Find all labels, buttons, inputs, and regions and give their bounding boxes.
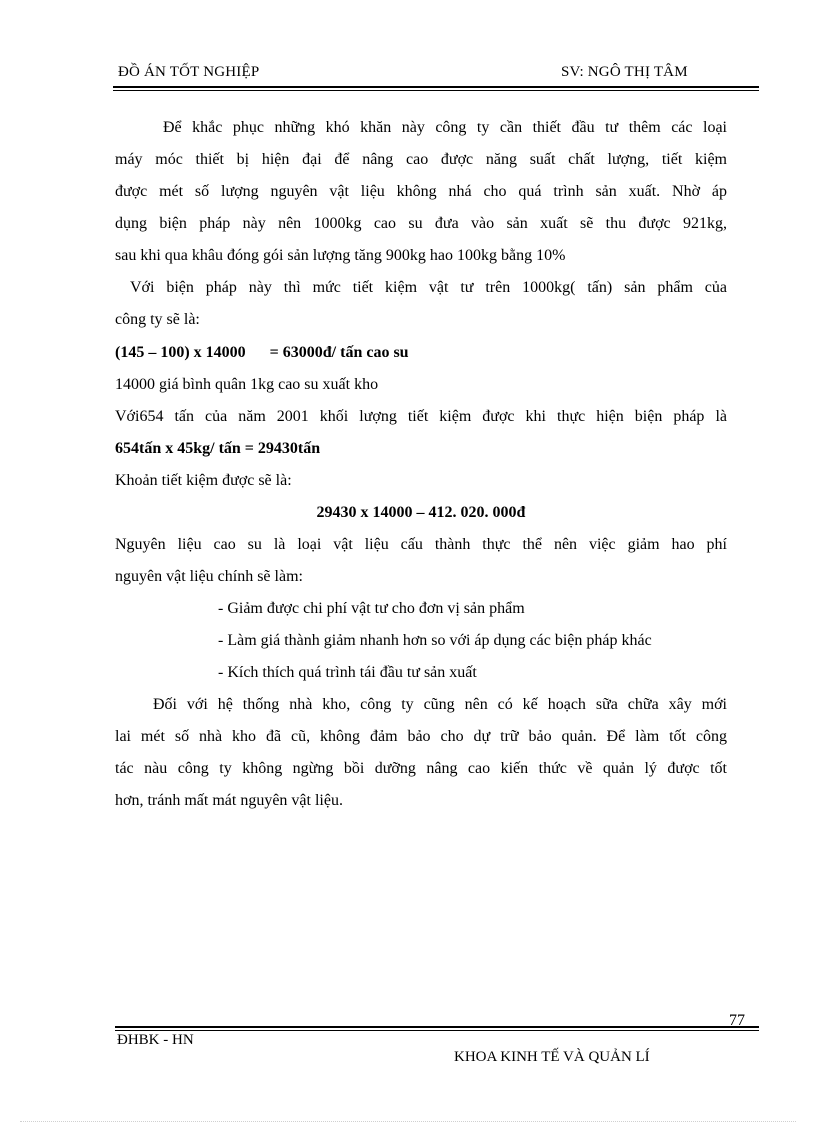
header-double-rule (113, 86, 759, 91)
page-number: 77 (729, 1012, 745, 1029)
formula-line-centered: 29430 x 14000 – 412. 020. 000đ (316, 504, 526, 521)
paragraph-line: được mét số lượng nguyên vật liệu không nhá cho quá trình sản xuất. Nhờ áp (115, 183, 727, 200)
paragraph-line: Với biện pháp này thì mức tiết kiệm vật tư trên 1000kg( tấn) sản phẩm của (130, 279, 727, 296)
paragraph-line: Để khắc phục những khó khăn này công ty cần thiết đầu tư thêm các loại (163, 119, 727, 136)
bullet-item: - Kích thích quá trình tái đầu tư sản xuất (218, 664, 477, 681)
paragraph-line: Với654 tấn của năm 2001 khối lượng tiết kiệm được khi thực hiện biện pháp là (115, 408, 727, 425)
paragraph-line: dụng biện pháp này nên 1000kg cao su đưa vào sản xuất sẽ thu được 921kg, (115, 215, 727, 232)
formula-line: 654tấn x 45kg/ tấn = 29430tấn (115, 440, 321, 457)
bullet-item: - Giảm được chi phí vật tư cho đơn vị sản phẩm (218, 600, 525, 617)
header-right-student: SV: NGÔ THỊ TÂM (561, 64, 688, 80)
bullet-item: - Làm giá thành giảm nhanh hơn so với áp dụng các biện pháp khác (218, 632, 652, 649)
footer-left-school: ĐHBK - HN (117, 1032, 194, 1048)
paragraph-line: Nguyên liệu cao su là loại vật liệu cấu thành thực thể nên việc giảm hao phí (115, 536, 727, 553)
page-edge-divider (20, 1121, 796, 1122)
paragraph-line: hơn, tránh mất mát nguyên vật liệu. (115, 792, 343, 809)
paragraph-line: công ty sẽ là: (115, 311, 200, 328)
paragraph-line: Đối với hệ thống nhà kho, công ty cũng nên có kế hoạch sữa chữa xây mới (153, 696, 727, 713)
paragraph-line: sau khi qua khâu đóng gói sản lượng tăng 900kg hao 100kg bằng 10% (115, 247, 566, 264)
paragraph-line: nguyên vật liệu chính sẽ làm: (115, 568, 303, 585)
paragraph-line: tác nàu công ty không ngừng bồi dưỡng nâng cao kiến thức về quản lý được tốt (115, 760, 727, 777)
footer-right-faculty: KHOA KINH TẾ VÀ QUẢN LÍ (454, 1049, 650, 1065)
paragraph-line: lai mét số nhà kho đã cũ, không đảm bảo cho dự trữ bảo quản. Để làm tốt công (115, 728, 727, 745)
header-left-title: ĐỒ ÁN TỐT NGHIỆP (118, 64, 260, 80)
paragraph-line: Khoản tiết kiệm được sẽ là: (115, 472, 292, 489)
formula-line: (145 – 100) x 14000 = 63000đ/ tấn cao su (115, 344, 409, 361)
paragraph-line: 14000 giá bình quân 1kg cao su xuất kho (115, 376, 379, 393)
paragraph-line: máy móc thiết bị hiện đại để nâng cao được năng suất chất lượng, tiết kiệm (115, 151, 727, 168)
footer-double-rule (115, 1026, 759, 1031)
